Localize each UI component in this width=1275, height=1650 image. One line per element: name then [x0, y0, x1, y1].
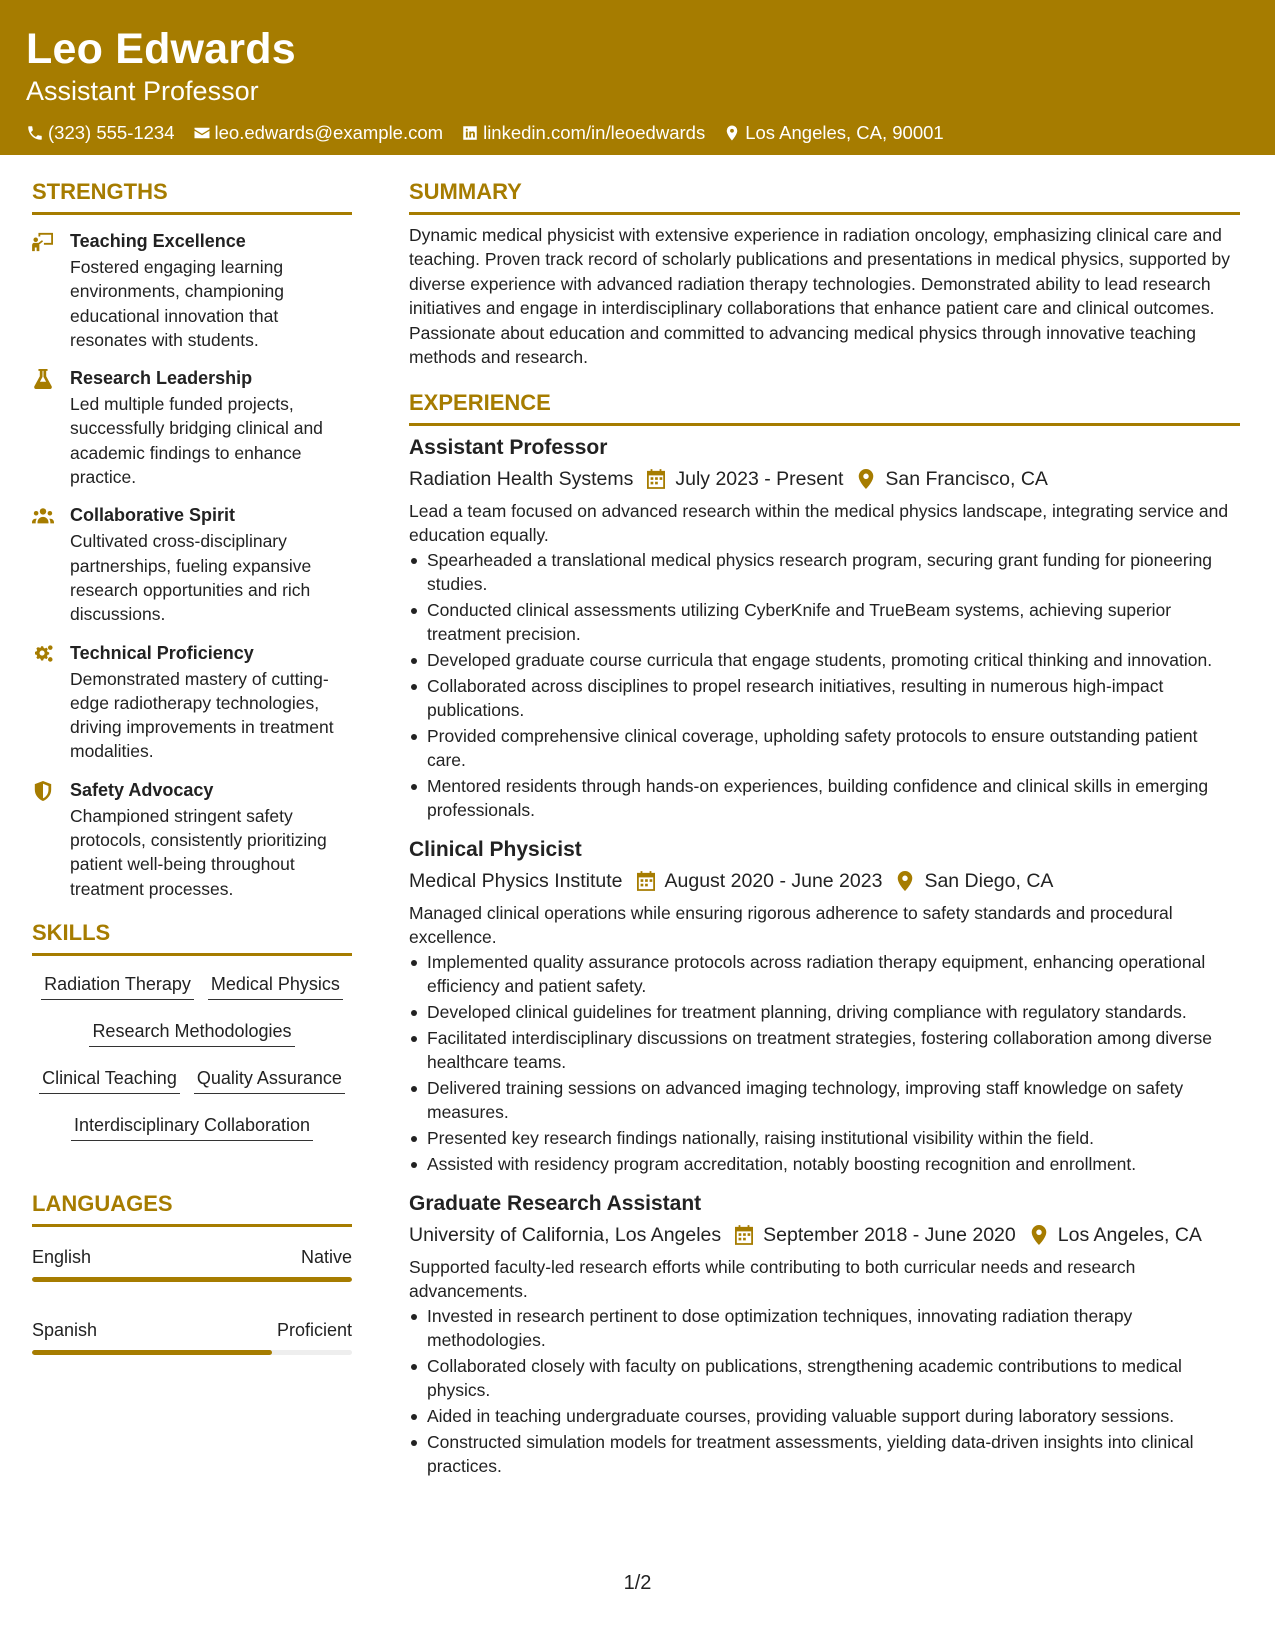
job-description: Managed clinical operations while ensuring rigorous adherence to safety standards and procedural excellence.: [409, 903, 1173, 948]
skill-tag: Research Methodologies: [89, 1019, 294, 1047]
job-bullet: Delivered training sessions on advanced imaging technology, improving staff knowledge on safety measures.: [409, 1076, 1240, 1124]
skill-tag: Medical Physics: [208, 972, 343, 1000]
calendar-icon: [647, 469, 665, 489]
job-bullet: Collaborated across disciplines to propel research initiatives, resulting in numerous high-impact publications.: [409, 674, 1240, 722]
job-bullet: Conducted clinical assessments utilizing CyberKnife and TrueBeam systems, achieving superior treatment precision.: [409, 598, 1240, 646]
contact-location: [723, 122, 944, 144]
job-location: Los Angeles, CA: [1057, 1224, 1202, 1247]
job-bullet: Developed clinical guidelines for treatment planning, driving compliance with regulatory standards.: [409, 1000, 1240, 1024]
job-bullet: Provided comprehensive clinical coverage, upholding safety protocols to ensure outstanding patient care.: [409, 724, 1240, 772]
strength-title: Teaching Excellence: [70, 231, 246, 251]
strength-item: [32, 503, 352, 626]
map-pin-icon: [723, 124, 741, 142]
languages-list: [32, 1245, 352, 1355]
language-proficiency-fill: [32, 1277, 352, 1282]
job-company: University of California, Los Angeles: [409, 1224, 722, 1247]
contact-email[interactable]: [193, 122, 444, 144]
teacher-board-icon: [32, 232, 54, 252]
left-column: [32, 178, 352, 1391]
languages-heading: LANGUAGES: [32, 1190, 352, 1227]
skills-list: [32, 972, 352, 1160]
strength-title: Collaborative Spirit: [70, 505, 236, 526]
experience-heading: EXPERIENCE: [409, 389, 1240, 426]
job-location: San Francisco, CA: [885, 468, 1048, 491]
language-proficiency-bar: [32, 1350, 352, 1355]
linkedin-text: linkedin.com/in/leoedwards: [483, 122, 706, 143]
phone-icon: [26, 124, 44, 142]
job-dates: September 2018 - June 2020: [763, 1224, 1016, 1247]
envelope-icon: [193, 124, 211, 142]
job-bullet: Constructed simulation models for treatment assessments, yielding data-driven insights into clinical practices.: [409, 1430, 1240, 1478]
location-text: Los Angeles, CA, 90001: [745, 122, 944, 143]
strength-desc: Cultivated cross-disciplinary partnerships, fueling expansive research opportunities and rich discussions.: [70, 531, 312, 625]
summary-heading: SUMMARY: [409, 178, 1240, 215]
skill-tag: Clinical Teaching: [39, 1066, 180, 1094]
job-bullet: Collaborated closely with faculty on publications, strengthening academic contributions to medical physics.: [409, 1354, 1240, 1402]
job-bullet: Invested in research pertinent to dose optimization techniques, innovating radiation therapy methodologies.: [409, 1304, 1240, 1352]
calendar-icon: [637, 871, 655, 891]
strength-desc: Championed stringent safety protocols, consistently prioritizing patient well-being throughout treatment processes.: [70, 805, 327, 899]
job-title: Graduate Research Assistant: [409, 1192, 702, 1216]
language-name: English: [32, 1246, 92, 1267]
strength-title: Technical Proficiency: [70, 642, 254, 663]
calendar-icon: [735, 1225, 753, 1245]
job-meta: [409, 867, 1240, 895]
strengths-heading: STRENGTHS: [32, 178, 352, 215]
strength-title: Safety Advocacy: [70, 779, 214, 800]
strength-item: [32, 366, 352, 489]
language-name: Spanish: [32, 1319, 98, 1340]
language-item: [32, 1318, 352, 1355]
candidate-title: Assistant Professor: [26, 76, 259, 106]
language-proficiency-bar: [32, 1277, 352, 1282]
skill-tag: Quality Assurance: [194, 1066, 345, 1094]
job-entry: [409, 1190, 1240, 1478]
contact-bar: [26, 122, 1249, 144]
map-pin-icon: [896, 871, 914, 891]
job-bullet: Implemented quality assurance protocols across radiation therapy equipment, enhancing operational efficiency and patient safety.: [409, 950, 1240, 998]
flask-icon: [32, 369, 54, 389]
job-company: Medical Physics Institute: [409, 870, 623, 893]
shield-icon: [32, 781, 54, 801]
skills-heading: SKILLS: [32, 919, 352, 956]
job-title: Assistant Professor: [409, 436, 608, 460]
map-pin-icon: [857, 469, 875, 489]
job-dates: August 2020 - June 2023: [664, 870, 883, 893]
page-number: 1/2: [623, 1572, 652, 1594]
job-location: San Diego, CA: [924, 870, 1054, 893]
job-description: Lead a team focused on advanced research within the medical physics landscape, integrating service and education equally.: [409, 501, 1229, 546]
job-bullets: [409, 548, 1240, 822]
language-level: Proficient: [276, 1319, 352, 1340]
skill-tag: Radiation Therapy: [41, 972, 194, 1000]
job-meta: [409, 1221, 1240, 1249]
strength-desc: Led multiple funded projects, successfully bridging clinical and academic findings to enhance practice.: [70, 394, 323, 488]
job-bullet: Presented key research findings nationally, raising institutional visibility within the field.: [409, 1126, 1240, 1150]
job-bullets: [409, 950, 1240, 1176]
map-pin-icon: [1030, 1225, 1048, 1245]
job-entry: [409, 434, 1240, 822]
job-bullet: Facilitated interdisciplinary discussions on treatment strategies, fostering collaboration among diverse healthcare teams.: [409, 1026, 1240, 1074]
language-proficiency-fill: [32, 1350, 272, 1355]
job-description: Supported faculty-led research efforts while contributing to both curricular needs and research advancements.: [409, 1257, 1136, 1302]
summary-text: Dynamic medical physicist with extensive experience in radiation oncology, emphasizing clinical care and teaching. Proven track record of scholarly publications and presentations in medical physics, supported by diverse experience with advanced radiation therapy technologies. Demonstrated ability to lead research initiatives and engage in interdisciplinary collaborations that enhance patient care and clinical outcomes. Passionate about education and committed to advancing medical physics through innovative teaching methods and research.: [409, 225, 1230, 368]
job-bullets: [409, 1304, 1240, 1478]
skill-tag: Interdisciplinary Collaboration: [71, 1113, 313, 1141]
contact-linkedin[interactable]: [461, 122, 705, 144]
job-entry: [409, 836, 1240, 1176]
job-meta: [409, 465, 1240, 493]
strength-desc: Demonstrated mastery of cutting-edge radiotherapy technologies, driving improvements in treatment modalities.: [70, 668, 334, 762]
resume-header: [0, 0, 1275, 155]
job-bullet: Aided in teaching undergraduate courses, providing valuable support during laboratory sessions.: [409, 1404, 1240, 1428]
users-icon: [32, 506, 54, 526]
right-column: [409, 178, 1240, 1492]
job-bullet: Developed graduate course curricula that engage students, promoting critical thinking and innovation.: [409, 648, 1240, 672]
job-company: Radiation Health Systems: [409, 468, 634, 491]
job-title: Clinical Physicist: [409, 838, 582, 862]
contact-phone[interactable]: [26, 122, 175, 144]
gears-icon: [32, 644, 54, 664]
job-bullet: Assisted with residency program accreditation, notably boosting recognition and enrollment.: [409, 1152, 1240, 1176]
strength-desc: Fostered engaging learning environments, championing educational innovation that resonates with students.: [70, 257, 285, 350]
strength-item: [32, 778, 352, 901]
candidate-name: Leo Edwards: [26, 25, 296, 73]
strength-item: [32, 641, 352, 764]
job-dates: July 2023 - Present: [675, 468, 844, 491]
language-item: [32, 1245, 352, 1282]
phone-text: (323) 555-1234: [48, 122, 175, 143]
language-level: Native: [300, 1246, 352, 1267]
strength-title: Research Leadership: [70, 368, 253, 389]
linkedin-icon: [461, 124, 479, 142]
job-bullet: Spearheaded a translational medical physics research program, securing grant funding for pioneering studies.: [409, 548, 1240, 596]
strength-item: [32, 229, 352, 352]
email-text: leo.edwards@example.com: [214, 122, 444, 143]
job-bullet: Mentored residents through hands-on experiences, building confidence and clinical skills in emerging professionals.: [409, 774, 1240, 822]
